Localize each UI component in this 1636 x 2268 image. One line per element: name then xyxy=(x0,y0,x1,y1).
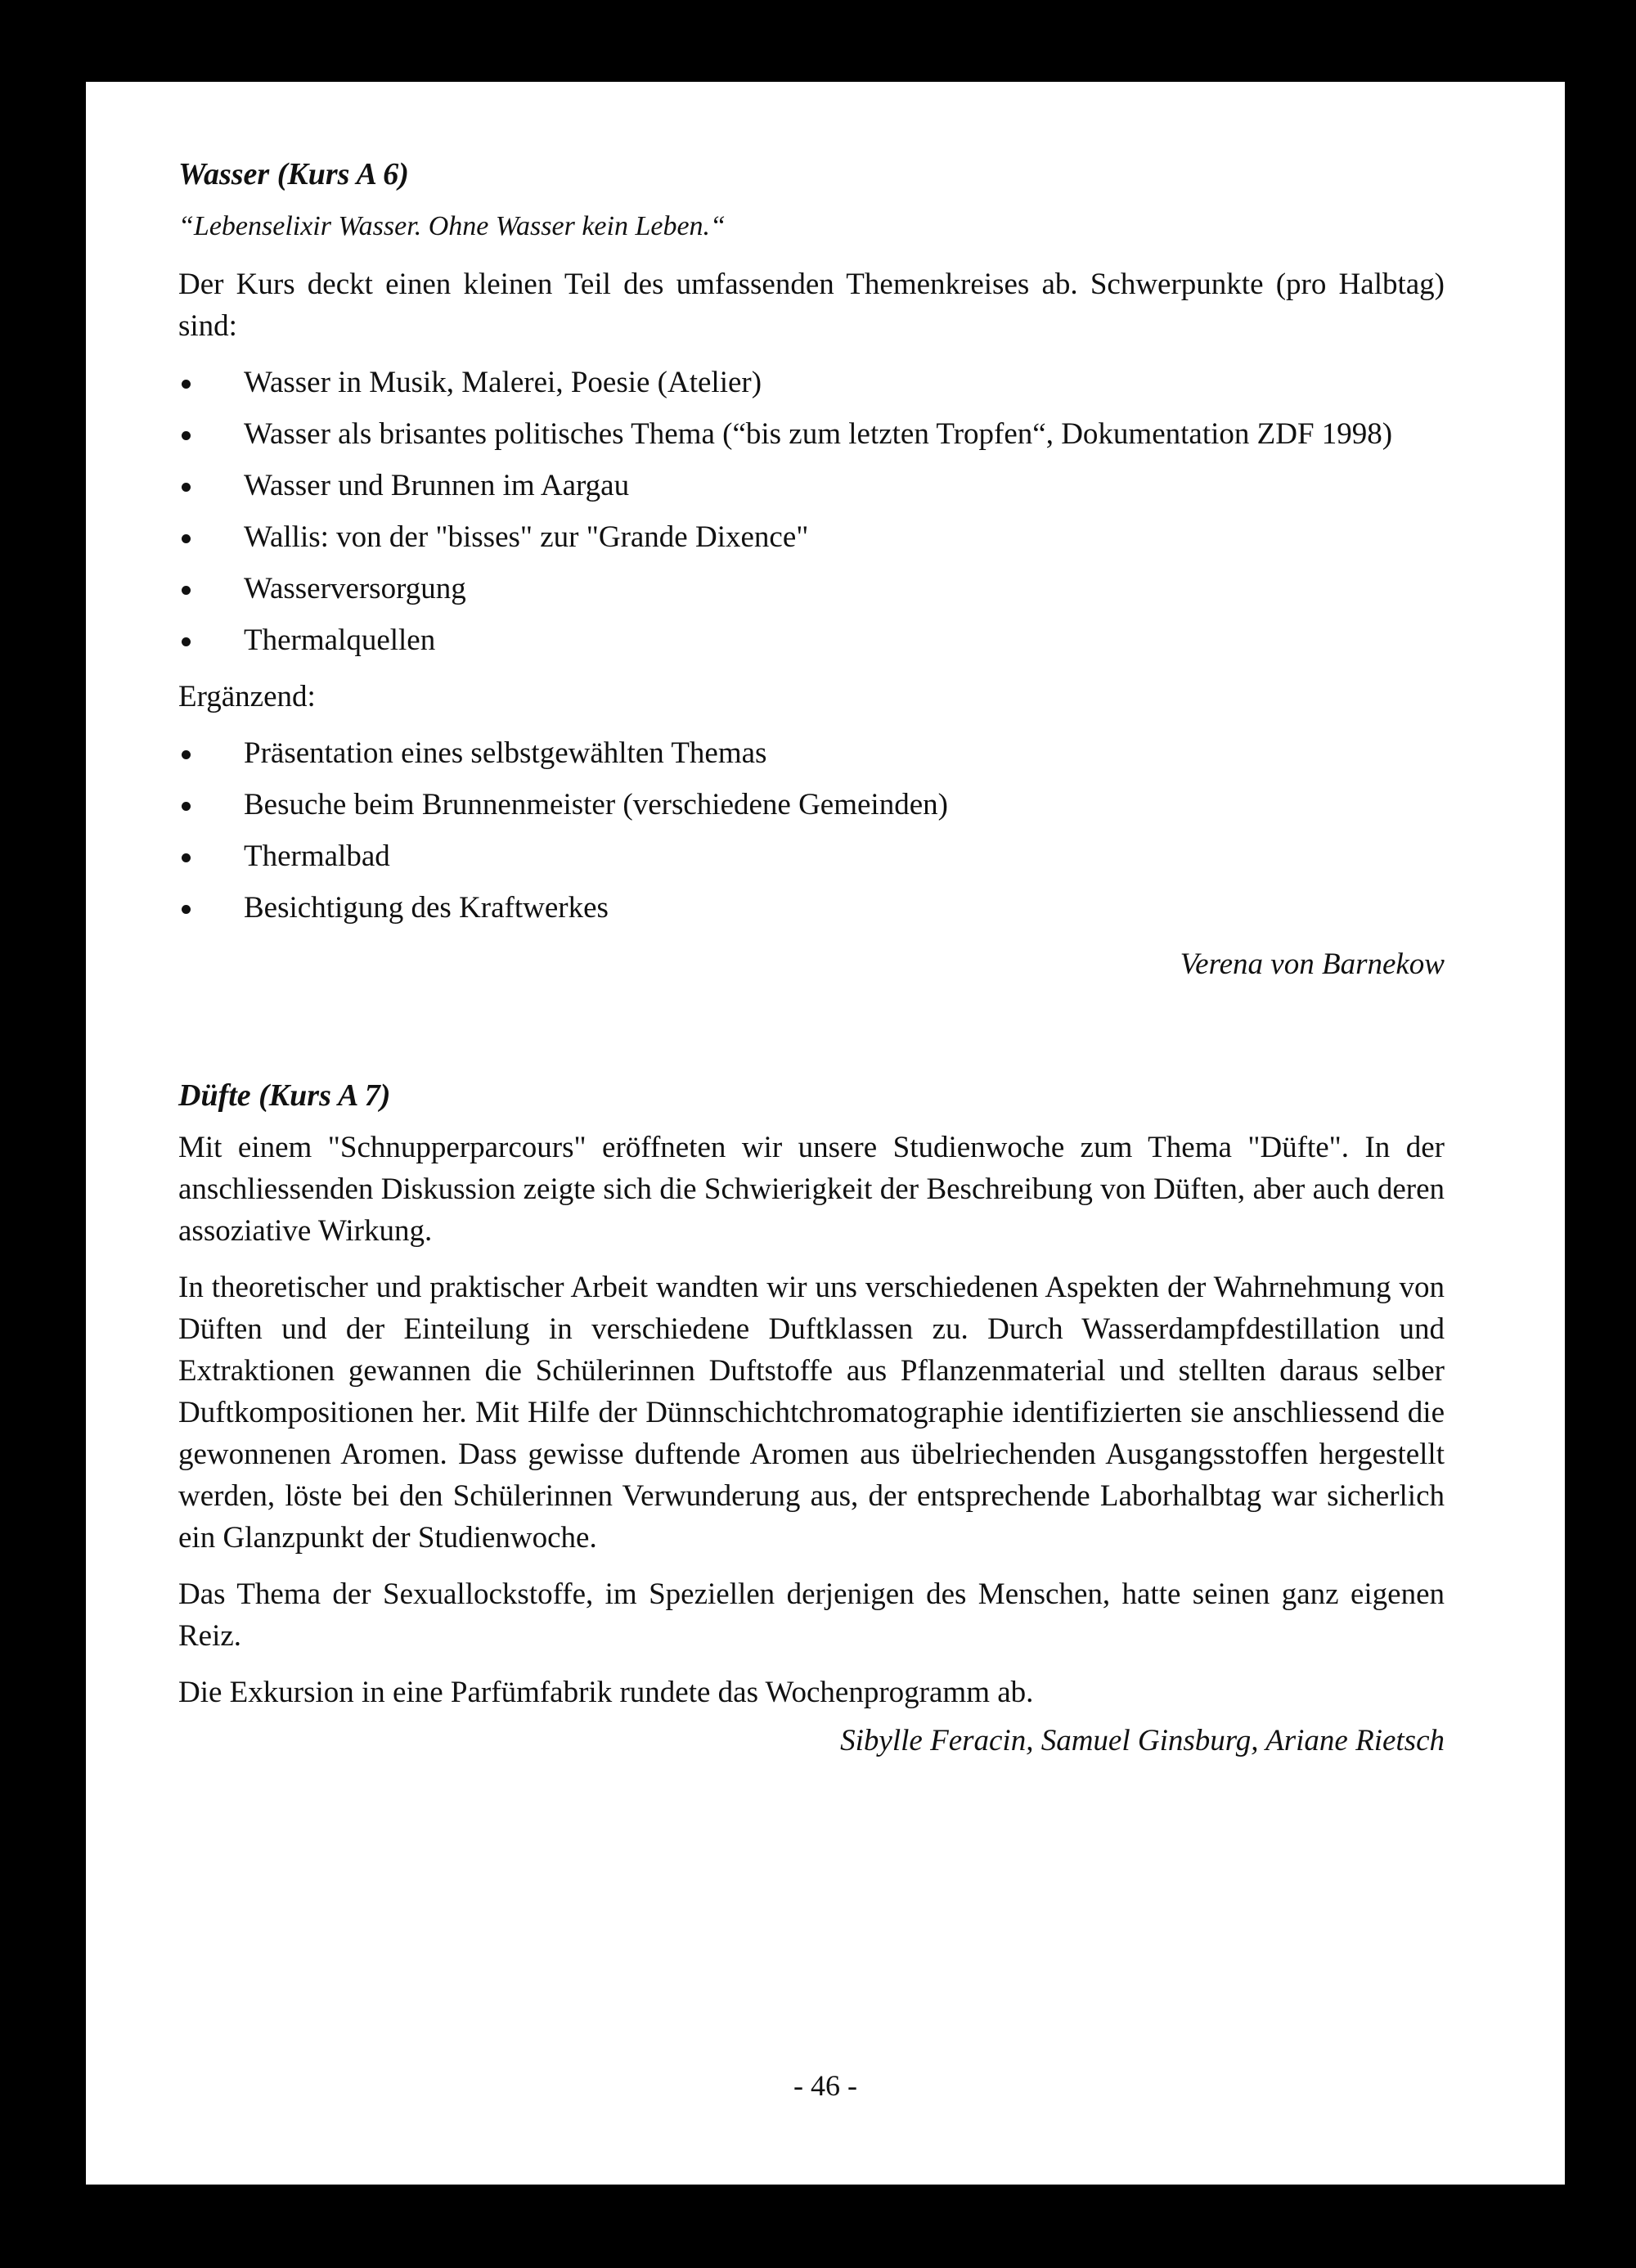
list-item: Thermalbad xyxy=(178,835,1445,877)
body-paragraph: Die Exkursion in eine Parfümfabrik rundete das Wochenprogramm ab. xyxy=(178,1676,1034,1709)
body-paragraph: In theoretischer und praktischer Arbeit wandten wir uns verschiedenen Aspekten der Wahrnehmung von Düften und der Einteilung in verschiedene Duftklassen zu. Durch Wasserdampfdestillation und Extraktionen gewannen die Schülerinnen Duftstoffe aus Pflanzenmaterial und stellten daraus selber Duftkompositionen her. Mit Hilfe der Dünnschichtchromatographie identifizierten sie anschliessend die gewonnenen Aromen. Dass gewisse duftende Aromen aus übelriechenden Ausgangsstoffen hergestellt werden, löste bei den Schülerinnen Verwunderung aus, der entsprechende Laborhalbtag war sicherlich ein Glanzpunkt der Studienwoche. xyxy=(178,1271,1445,1555)
body-paragraph: Das Thema der Sexuallockstoffe, im Speziellen derjenigen des Menschen, hatte seinen ganz eigenen Reiz. xyxy=(178,1577,1445,1653)
list-item: Thermalquellen xyxy=(178,619,1445,661)
intro-paragraph: Der Kurs deckt einen kleinen Teil des umfassenden Themenkreises ab. Schwerpunkte (pro Halbtag) sind: xyxy=(178,268,1445,343)
list-item: Präsentation eines selbstgewählten Themas xyxy=(178,732,1445,774)
section-title: Wasser (Kurs A 6) xyxy=(178,157,409,191)
list-item: Wasserversorgung xyxy=(178,568,1445,610)
body-paragraph: Mit einem "Schnupperparcours" eröffneten wir unsere Studienwoche zum Thema "Düfte". In der anschliessenden Diskussion zeigte sich die Schwierigkeit der Beschreibung von Düften, aber auch deren assoziative Wirkung. xyxy=(178,1131,1445,1248)
author-signature: Verena von Barnekow xyxy=(1180,947,1445,981)
document-page xyxy=(86,82,1565,2185)
section-title: Düfte (Kurs A 7) xyxy=(178,1078,391,1113)
list-item: Besichtigung des Kraftwerkes xyxy=(178,887,1445,929)
section-quote: “Lebenselixir Wasser. Ohne Wasser kein Leben.“ xyxy=(178,211,726,241)
list-item: Wallis: von der "bisses" zur "Grande Dixence" xyxy=(178,516,1445,558)
list-item: Wasser als brisantes politisches Thema (“bis zum letzten Tropfen“, Dokumentation ZDF 1998) xyxy=(178,413,1445,455)
section-duefte xyxy=(178,1075,1445,1762)
section-wasser xyxy=(178,154,1445,985)
author-signature: Sibylle Feracin, Samuel Ginsburg, Ariane Rietsch xyxy=(840,1724,1445,1757)
focus-list xyxy=(178,362,1445,661)
list-item: Besuche beim Brunnenmeister (verschiedene Gemeinden) xyxy=(178,784,1445,826)
list-item: Wasser und Brunnen im Aargau xyxy=(178,465,1445,506)
page-number: - 46 - xyxy=(793,2069,857,2102)
supplement-label: Ergänzend: xyxy=(178,680,316,713)
supplement-list xyxy=(178,732,1445,929)
page-content xyxy=(178,154,1445,1762)
list-item: Wasser in Musik, Malerei, Poesie (Atelier) xyxy=(178,362,1445,403)
